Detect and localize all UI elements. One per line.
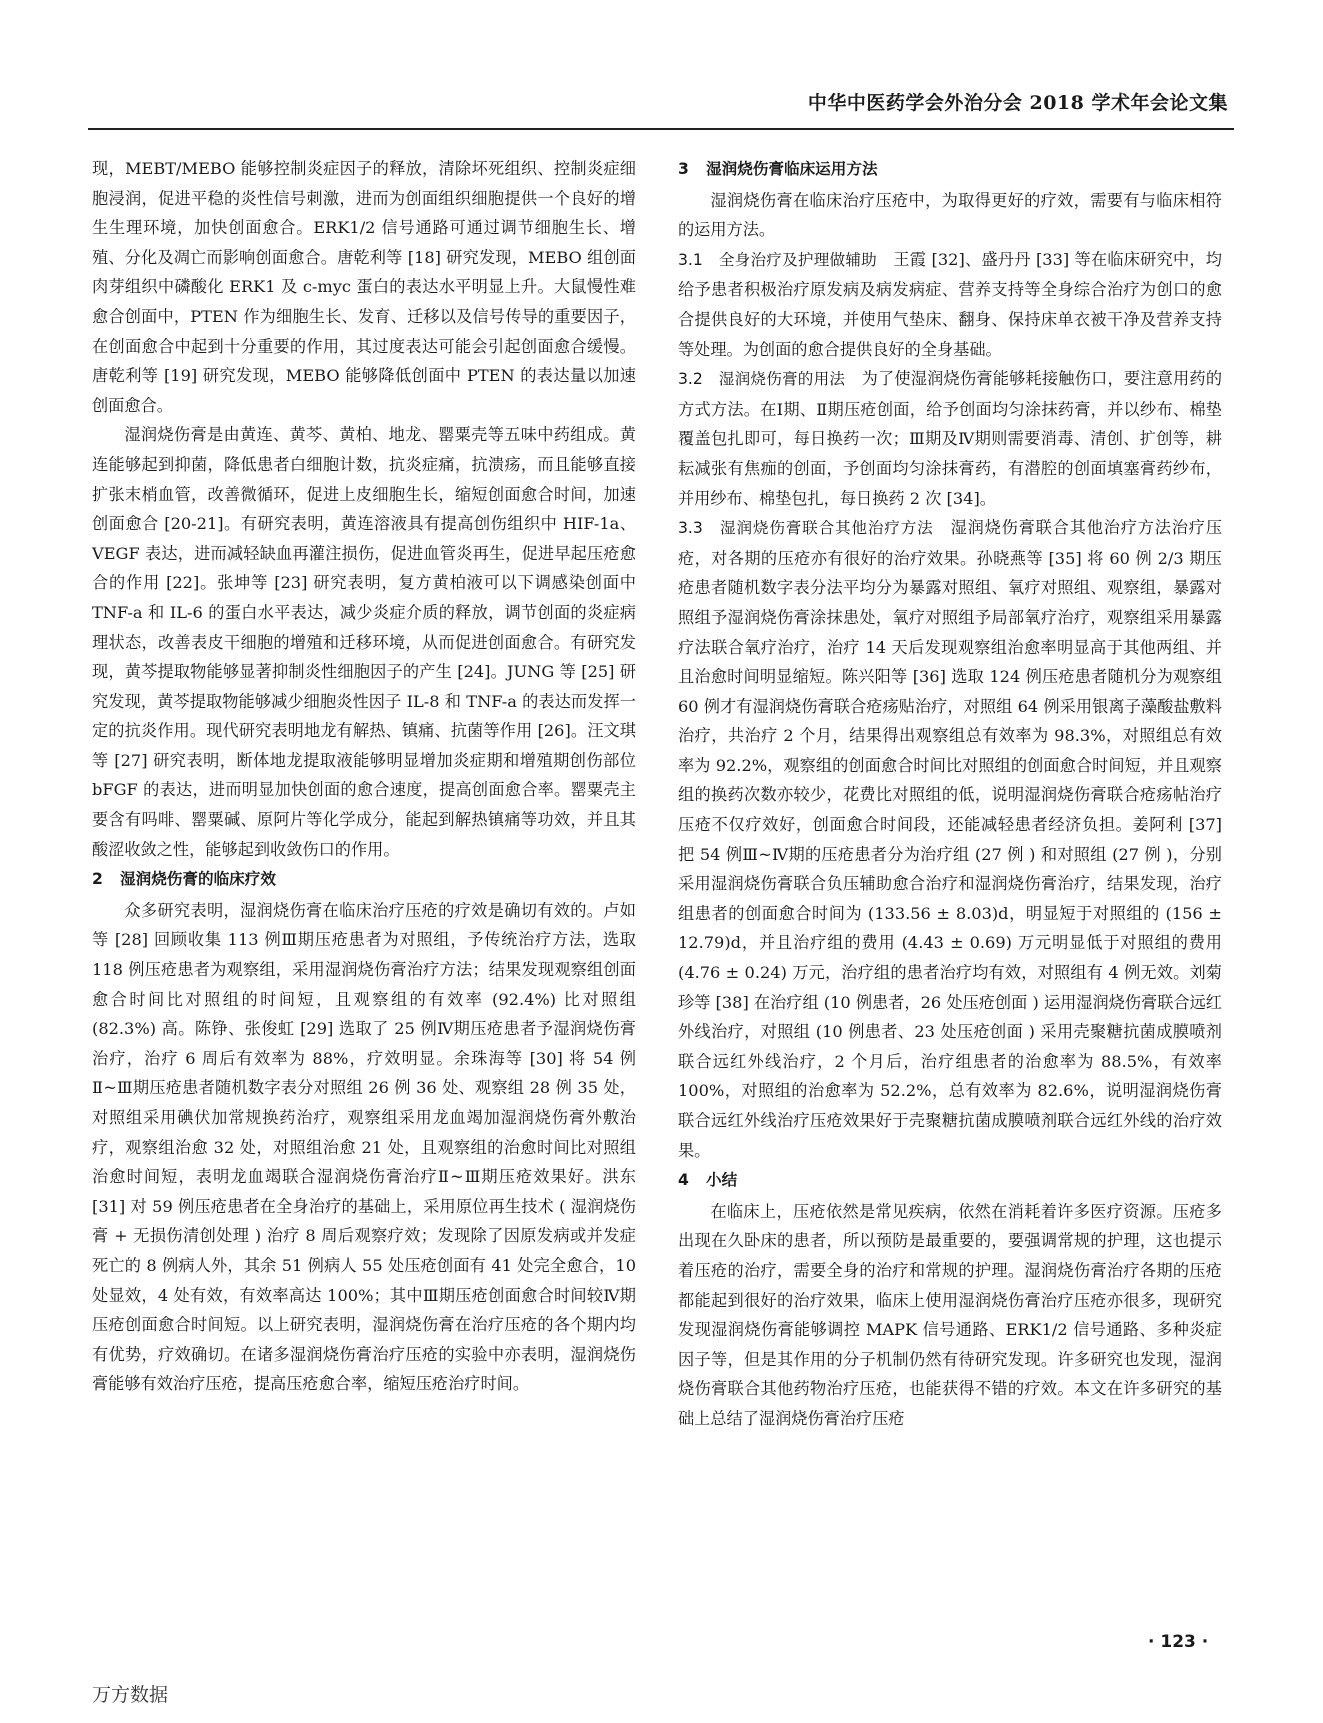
subsection-3-1 [678, 245, 1222, 364]
subsection-3-2-text: 为了使湿润烧伤膏能够耗接触伤口，要注意用药的方式方法。在Ⅰ期、Ⅱ期压疮创面，给予创面均匀涂抹药膏，并以纱布、棉垫覆盖包扎即可，每日换药一次；Ⅲ期及Ⅳ期则需要消毒、清创、扩创等，耕耘减张有焦痂的创面，予创面均匀涂抹膏药，有潜腔的创面填塞膏药纱布，并用纱布、棉垫包扎，每日换药 2 次 [34]。 [678, 369, 1223, 508]
left-column [92, 154, 636, 1399]
subsection-3-2-heading: 3.2 湿润烧伤膏的用法 [678, 370, 846, 389]
section-4-paragraph: 在临床上，压疮依然是常见疾病，依然在消耗着许多医疗资源。压疮多出现在久卧床的患者，所以预防是最重要的，要强调常规的护理，这也提示着压疮的治疗，需要全身的治疗和常规的护理。湿润烧伤膏治疗各期的压疮都能起到很好的治疗效果，临床上使用湿润烧伤膏治疗压疮亦很多，现研究发现湿润烧伤膏能够调控 MAPK 信号通路、ERK1/2 信号通路、多种炎症因子等，但是其作用的分子机制仍然有待研究发现。许多研究也发现，湿润烧伤膏联合其他药物治疗压疮，也能获得不错的疗效。本文在许多研究的基础上总结了湿润烧伤膏治疗压疮 [678, 1201, 1222, 1428]
paragraph-continued: 现，MEBT/MEBO 能够控制炎症因子的释放，清除坏死组织、控制炎症细胞浸润，促进平稳的炎性信号刺激，进而为创面组织细胞提供一个良好的增生生理环境，加快创面愈合。ERK1/2 信号通路可通过调节细胞生长、增殖、分化及凋亡而影响创面愈合。唐乾利等 [18] 研究发现，MEBO 组创面肉芽组织中磷酸化 ERK1 及 c-myc 蛋白的表达水平明显上升。大鼠慢性难愈合创面中，PTEN 作为细胞生长、发育、迁移以及信号传导的重要因子，在创面愈合中起到十分重要的作用，其过度表达可能会引起创面愈合缓慢。唐乾利等 [19] 研究发现，MEBO 能够降低创面中 PTEN 的表达量以加速创面愈合。 [92, 159, 636, 415]
section-3-intro: 湿润烧伤膏在临床治疗压疮中，为取得更好的疗效，需要有与临床相符的运用方法。 [678, 190, 1222, 240]
section-4-heading [678, 1166, 1222, 1196]
section-4-title: 小结 [706, 1171, 738, 1190]
subsection-3-1-text: 王霞 [32]、盛丹丹 [33] 等在临床研究中，均给予患者积极治疗原发病及病发病症、营养支持等全身综合治疗为创口的愈合提供良好的大环境，并使用气垫床、翻身、保持床单衣被干净及营养支持等处理。为创面的愈合提供良好的全身基础。 [678, 249, 1222, 359]
subsection-3-1-heading: 3.1 全身治疗及护理做辅助 [678, 250, 877, 269]
section-2-number: 2 [92, 870, 103, 889]
section-3-title: 湿润烧伤膏临床运用方法 [706, 160, 878, 178]
page-number: · 123 · [1148, 1632, 1209, 1652]
section-4-number: 4 [678, 1171, 689, 1190]
footer-watermark: 万方数据 [92, 1684, 169, 1706]
section-3-heading [678, 155, 1222, 185]
section-2-paragraph: 众多研究表明，湿润烧伤膏在临床治疗压疮的疗效是确切有效的。卢如等 [28] 回顾收集 113 例Ⅲ期压疮患者为对照组，予传统治疗方法，选取 118 例压疮患者为观察组，采用湿润烧伤膏治疗方法；结果发现观察组创面愈合时间比对照组的时间短，且观察组的有效率 (92.4%) 比对照组 (82.3%) 高。陈铮、张俊虹 [29] 选取了 25 例Ⅳ期压疮患者予湿润烧伤膏治疗，治疗 6 周后有效率为 88%，疗效明显。余珠海等 [30] 将 54 例Ⅱ~Ⅲ期压疮患者随机数字表分对照组 26 例 36 处、观察组 28 例 35 处，对照组采用碘伏加常规换药治疗，观察组采用龙血竭加湿润烧伤膏外敷治疗，观察组治愈 32 处，对照组治愈 21 处，且观察组的治愈时间比对照组治愈时间短，表明龙血竭联合湿润烧伤膏治疗Ⅱ~Ⅲ期压疮效果好。洪东 [31] 对 59 例压疮患者在全身治疗的基础上，采用原位再生技术 ( 湿润烧伤膏 + 无损伤清创处理 ) 治疗 8 周后观察疗效；发现除了因原发病或并发症死亡的 8 例病人外，其余 51 例病人 55 处压疮创面有 41 处完全愈合，10 处显效，4 处有效，有效率高达 100%；其中Ⅲ期压疮创面愈合时间较Ⅳ期压疮创面愈合时间短。以上研究表明，湿润烧伤膏在治疗压疮的各个期内均有优势，疗效确切。在诸多湿润烧伤膏治疗压疮的实验中亦表明，湿润烧伤膏能够有效治疗压疮，提高压疮愈合率，缩短压疮治疗时间。 [92, 900, 636, 1394]
section-2-heading [92, 865, 636, 895]
right-column [678, 154, 1222, 1434]
subsection-3-3-heading: 3.3 湿润烧伤膏联合其他治疗方法 [678, 519, 934, 538]
running-header: 中华中医药学会外治分会 2018 学术年会论文集 [807, 92, 1228, 114]
section-3-number: 3 [678, 160, 689, 178]
subsection-3-3 [678, 513, 1222, 1165]
subsection-3-3-text: 湿润烧伤膏联合其他治疗方法治疗压疮，对各期的压疮亦有很好的治疗效果。孙晓燕等 [35] 将 60 例 2/3 期压疮患者随机数字表分法平均分为暴露对照组、氧疗对照组、观察组，暴露对照组予湿润烧伤膏涂抹患处，氧疗对照组予局部氧疗治疗，观察组采用暴露疗法联合氧疗治疗，治疗 14 天后发现观察组治愈率明显高于其他两组、并且治愈时间明显缩短。陈兴阳等 [36] 选取 124 例压疮患者随机分为观察组 60 例才有湿润烧伤膏联合疮疡贴治疗，对照组 64 例采用银离子藻酸盐敷料治疗，共治疗 2 个月，结果得出观察组总有效率为 98.3%，对照组总有效率为 92.2%，观察组的创面愈合时间比对照组的创面愈合时间短，并且观察组的换药次数亦较少，花费比对照组的低，说明湿润烧伤膏联合疮疡帖治疗压疮不仅疗效好，创面愈合时间段，还能减轻患者经济负担。姜阿利 [37] 把 54 例Ⅲ~Ⅳ期的压疮患者分为治疗组 (27 例 ) 和对照组 (27 例 )，分别采用湿润烧伤膏联合负压辅助愈合治疗和湿润烧伤膏治疗，结果发现，治疗组患者的创面愈合时间为 (133.56 ± 8.03)d，明显短于对照组的 (156 ± 12.79)d，并且治疗组的费用 (4.43 ± 0.69) 万元明显低于对照组的费用 (4.76 ± 0.24) 万元，治疗组的患者治疗均有效，对照组有 4 例无效。刘菊珍等 [38] 在治疗组 (10 例患者，26 处压疮创面 ) 运用湿润烧伤膏联合远红外线治疗，对照组 (10 例患者、23 处压疮创面 ) 采用壳聚糖抗菌成膜喷剂联合远红外线治疗，2 个月后，治疗组患者的治愈率为 88.5%，有效率 100%，对照组的治愈率为 52.2%，总有效率为 82.6%，说明湿润烧伤膏联合远红外线治疗压疮效果好于壳聚糖抗菌成膜喷剂联合远红外线的治疗效果。 [678, 518, 1223, 1160]
paragraph-herbal-components: 湿润烧伤膏是由黄连、黄芩、黄柏、地龙、罂粟壳等五味中药组成。黄连能够起到抑菌，降低患者白细胞计数，抗炎症痛，抗溃疡，而且能够直接扩张末梢血管，改善微循环，促进上皮细胞生长，缩短创面愈合时间，加速创面愈合 [20-21]。有研究表明，黄连溶液具有提高创伤组织中 HIF-1a、VEGF 表达，进而减轻缺血再灌注损伤，促进血管炎再生，促进早起压疮愈合的作用 [22]。张坤等 [23] 研究表明，复方黄柏液可以下调感染创面中 TNF-a 和 IL-6 的蛋白水平表达，减少炎症介质的释放，调节创面的炎症病理状态，改善表皮干细胞的增殖和迁移环境，从而促进创面愈合。有研究发现，黄芩提取物能够显著抑制炎性细胞因子的产生 [24]。JUNG 等 [25] 研究发现，黄芩提取物能够减少细胞炎性因子 IL-8 和 TNF-a 的表达而发挥一定的抗炎作用。现代研究表明地龙有解热、镇痛、抗菌等作用 [26]。汪文琪等 [27] 研究表明，断体地龙提取液能够明显增加炎症期和增殖期创伤部位 bFGF 的表达，进而明显加快创面的愈合速度，提高创面愈合率。罂粟壳主要含有吗啡、罂粟碱、原阿片等化学成分，能起到解热镇痛等功效，并且其酸涩收敛之性，能够起到收敛伤口的作用。 [92, 425, 636, 859]
subsection-3-2 [678, 364, 1222, 513]
section-2-title: 湿润烧伤膏的临床疗效 [120, 870, 276, 889]
header-rule [88, 128, 1234, 130]
